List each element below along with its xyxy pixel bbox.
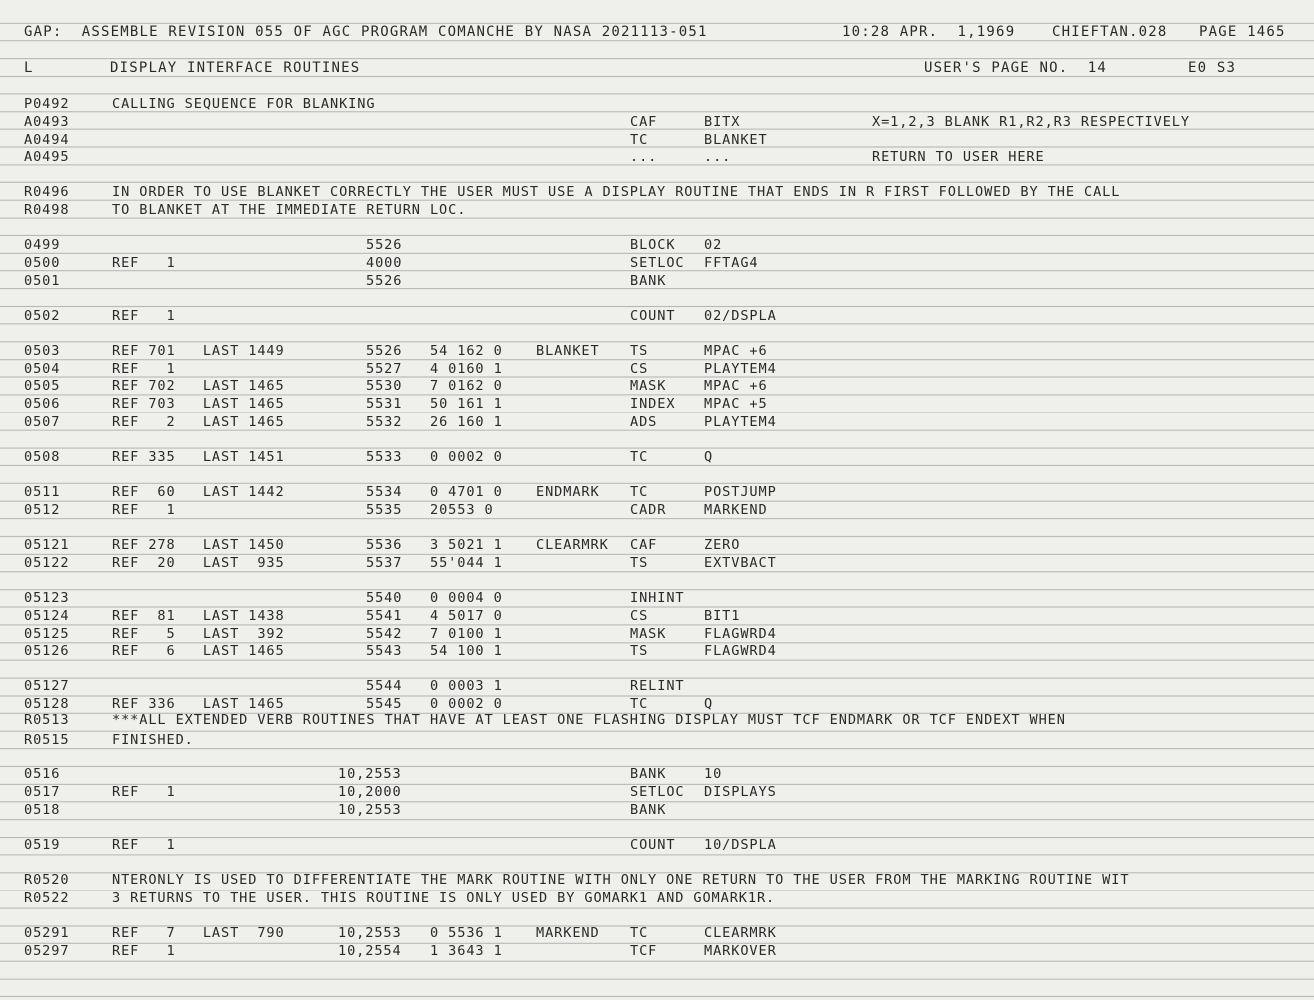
listing-line <box>0 643 1314 660</box>
line-opcode: COUNT <box>630 308 676 324</box>
line-seq: 0502 <box>24 308 61 324</box>
line-seq: 05128 <box>24 696 70 712</box>
line-seq: 0503 <box>24 343 61 359</box>
line-ref: REF 1 <box>112 308 176 324</box>
line-location: 10,2553 <box>338 802 402 818</box>
line-octal-code: 20553 0 <box>430 502 494 518</box>
listing-line <box>0 202 1314 219</box>
line-opcode: BANK <box>630 273 667 289</box>
line-ref: REF 81 LAST 1438 <box>112 608 285 624</box>
line-label: MARKEND <box>536 925 600 941</box>
line-remark: IN ORDER TO USE BLANKET CORRECTLY THE USER MUST USE A DISPLAY ROUTINE THAT ENDS IN R FIRST FOLLOWED BY THE CALL <box>112 184 1121 200</box>
line-operand: 10 <box>704 766 723 782</box>
line-ref: REF 336 LAST 1465 <box>112 696 285 712</box>
listing-line <box>0 255 1314 272</box>
line-ref: REF 7 LAST 790 <box>112 925 285 941</box>
line-seq: 05297 <box>24 943 70 959</box>
line-seq: R0496 <box>24 184 70 200</box>
line-opcode: SETLOC <box>630 255 685 271</box>
listing-line <box>0 132 1314 149</box>
page-header <box>0 24 1314 41</box>
line-operand: MARKOVER <box>704 943 777 959</box>
line-octal-code: 0 0002 0 <box>430 696 503 712</box>
line-ref: REF 278 LAST 1450 <box>112 537 285 553</box>
listing-line <box>0 114 1314 131</box>
line-location: 5537 <box>366 555 403 571</box>
listing-line <box>0 696 1314 713</box>
line-ref: REF 1 <box>112 784 176 800</box>
line-location: 5532 <box>366 414 403 430</box>
line-opcode: RELINT <box>630 678 685 694</box>
line-seq: 05125 <box>24 626 70 642</box>
listing-line <box>0 343 1314 360</box>
line-seq: 0501 <box>24 273 61 289</box>
line-location: 5526 <box>366 237 403 253</box>
line-operand: MPAC +5 <box>704 396 768 412</box>
section-code: E0 S3 <box>1188 60 1237 76</box>
line-seq: 05122 <box>24 555 70 571</box>
line-seq: 0518 <box>24 802 61 818</box>
line-location: 5534 <box>366 484 403 500</box>
line-remark: NTERONLY IS USED TO DIFFERENTIATE THE MARK ROUTINE WITH ONLY ONE RETURN TO THE USER FROM THE MARKING ROUTINE WIT <box>112 872 1130 888</box>
line-operand: 02/DSPLA <box>704 308 777 324</box>
line-seq: 05291 <box>24 925 70 941</box>
line-ref: REF 1 <box>112 837 176 853</box>
line-opcode: CAF <box>630 114 658 130</box>
section-header <box>0 60 1314 77</box>
listing-line <box>0 96 1314 113</box>
line-remark: ***ALL EXTENDED VERB ROUTINES THAT HAVE AT LEAST ONE FLASHING DISPLAY MUST TCF ENDMARK OR TCF ENDEXT WHEN <box>112 712 1066 728</box>
listing-line <box>0 361 1314 378</box>
listing-line <box>0 237 1314 254</box>
line-operand: BITX <box>704 114 741 130</box>
line-ref: REF 1 <box>112 502 176 518</box>
listing-line <box>0 766 1314 783</box>
line-opcode: TS <box>630 343 649 359</box>
listing-line <box>0 626 1314 643</box>
header-file: CHIEFTAN.028 <box>1052 24 1168 40</box>
line-opcode: CADR <box>630 502 667 518</box>
line-octal-code: 4 0160 1 <box>430 361 503 377</box>
line-octal-code: 0 5536 1 <box>430 925 503 941</box>
line-seq: R0515 <box>24 732 70 748</box>
line-ref: REF 701 LAST 1449 <box>112 343 285 359</box>
listing-line <box>0 943 1314 960</box>
line-location: 5526 <box>366 343 403 359</box>
line-ref: REF 6 LAST 1465 <box>112 643 285 659</box>
line-seq: 05126 <box>24 643 70 659</box>
header-time-date: 10:28 APR. 1,1969 <box>842 24 1016 40</box>
line-location: 10,2553 <box>338 925 402 941</box>
line-operand: ZERO <box>704 537 741 553</box>
line-ref: REF 335 LAST 1451 <box>112 449 285 465</box>
line-opcode: CS <box>630 608 649 624</box>
line-operand: FLAGWRD4 <box>704 643 777 659</box>
line-ref: REF 702 LAST 1465 <box>112 378 285 394</box>
listing-line <box>0 308 1314 325</box>
listing-line <box>0 184 1314 201</box>
line-opcode: TC <box>630 449 649 465</box>
line-octal-code: 7 0162 0 <box>430 378 503 394</box>
line-octal-code: 54 100 1 <box>430 643 503 659</box>
listing-line <box>0 890 1314 907</box>
line-operand: EXTVBACT <box>704 555 777 571</box>
listing-line <box>0 273 1314 290</box>
line-operand: FFTAG4 <box>704 255 759 271</box>
listing-line <box>0 555 1314 572</box>
line-location: 10,2554 <box>338 943 402 959</box>
line-operand: FLAGWRD4 <box>704 626 777 642</box>
line-seq: 0512 <box>24 502 61 518</box>
listing-line <box>0 608 1314 625</box>
line-seq: 0508 <box>24 449 61 465</box>
listing-line <box>0 590 1314 607</box>
line-opcode: SETLOC <box>630 784 685 800</box>
header-assembly-info: GAP: ASSEMBLE REVISION 055 OF AGC PROGRAM COMANCHE BY NASA 2021113-051 <box>24 24 708 40</box>
line-operand: Q <box>704 449 714 465</box>
line-octal-code: 0 4701 0 <box>430 484 503 500</box>
line-operand: 02 <box>704 237 723 253</box>
line-opcode: TS <box>630 555 649 571</box>
line-opcode: ADS <box>630 414 658 430</box>
line-operand: ... <box>704 149 732 165</box>
line-comment: RETURN TO USER HERE <box>872 149 1045 165</box>
line-octal-code: 0 0004 0 <box>430 590 503 606</box>
line-opcode: MASK <box>630 378 667 394</box>
line-opcode: ... <box>630 149 658 165</box>
line-ref: REF 1 <box>112 255 176 271</box>
section-mark: L <box>24 60 34 76</box>
line-seq: 0500 <box>24 255 61 271</box>
line-opcode: BLOCK <box>630 237 676 253</box>
line-ref: REF 20 LAST 935 <box>112 555 285 571</box>
line-ref: REF 60 LAST 1442 <box>112 484 285 500</box>
line-location: 10,2000 <box>338 784 402 800</box>
line-opcode: CS <box>630 361 649 377</box>
line-opcode: INHINT <box>630 590 685 606</box>
line-seq: R0522 <box>24 890 70 906</box>
line-octal-code: 3 5021 1 <box>430 537 503 553</box>
line-ref: REF 1 <box>112 361 176 377</box>
listing-line <box>0 925 1314 942</box>
line-label: BLANKET <box>536 343 600 359</box>
line-operand: PLAYTEM4 <box>704 414 777 430</box>
line-seq: R0498 <box>24 202 70 218</box>
line-seq: 0505 <box>24 378 61 394</box>
line-opcode: MASK <box>630 626 667 642</box>
line-seq: 0506 <box>24 396 61 412</box>
line-seq: 0499 <box>24 237 61 253</box>
line-location: 5541 <box>366 608 403 624</box>
line-seq: A0494 <box>24 132 70 148</box>
line-location: 5545 <box>366 696 403 712</box>
line-seq: 05121 <box>24 537 70 553</box>
line-seq: P0492 <box>24 96 70 112</box>
line-seq: A0493 <box>24 114 70 130</box>
listing-line <box>0 537 1314 554</box>
line-location: 10,2553 <box>338 766 402 782</box>
line-opcode: TCF <box>630 943 658 959</box>
line-location: 5527 <box>366 361 403 377</box>
line-ref: REF 703 LAST 1465 <box>112 396 285 412</box>
line-opcode: BANK <box>630 802 667 818</box>
listing-line <box>0 784 1314 801</box>
line-location: 5544 <box>366 678 403 694</box>
line-label: ENDMARK <box>536 484 600 500</box>
line-operand: PLAYTEM4 <box>704 361 777 377</box>
line-seq: A0495 <box>24 149 70 165</box>
line-seq: R0513 <box>24 712 70 728</box>
line-location: 5536 <box>366 537 403 553</box>
listing-line <box>0 396 1314 413</box>
listing-line <box>0 449 1314 466</box>
line-opcode: TC <box>630 925 649 941</box>
line-octal-code: 54 162 0 <box>430 343 503 359</box>
listing-line <box>0 484 1314 501</box>
listing-line <box>0 678 1314 695</box>
line-operand: 10/DSPLA <box>704 837 777 853</box>
line-label: CLEARMRK <box>536 537 609 553</box>
line-seq: 0519 <box>24 837 61 853</box>
line-location: 5530 <box>366 378 403 394</box>
listing-line <box>0 149 1314 166</box>
line-location: 4000 <box>366 255 403 271</box>
line-location: 5542 <box>366 626 403 642</box>
line-octal-code: 26 160 1 <box>430 414 503 430</box>
line-remark: TO BLANKET AT THE IMMEDIATE RETURN LOC. <box>112 202 467 218</box>
line-operand: BLANKET <box>704 132 768 148</box>
line-octal-code: 7 0100 1 <box>430 626 503 642</box>
line-octal-code: 0 0002 0 <box>430 449 503 465</box>
line-location: 5531 <box>366 396 403 412</box>
line-octal-code: 0 0003 1 <box>430 678 503 694</box>
listing-line <box>0 378 1314 395</box>
line-opcode: TC <box>630 484 649 500</box>
line-opcode: TS <box>630 643 649 659</box>
line-seq: 0516 <box>24 766 61 782</box>
line-octal-code: 55'044 1 <box>430 555 503 571</box>
line-seq: R0520 <box>24 872 70 888</box>
listing-line <box>0 732 1314 749</box>
line-opcode: INDEX <box>630 396 676 412</box>
user-page-number: USER'S PAGE NO. 14 <box>924 60 1107 76</box>
line-location: 5540 <box>366 590 403 606</box>
line-octal-code: 1 3643 1 <box>430 943 503 959</box>
listing-line <box>0 712 1314 729</box>
listing-line <box>0 872 1314 889</box>
line-opcode: TC <box>630 696 649 712</box>
line-ref: REF 1 <box>112 943 176 959</box>
line-operand: BIT1 <box>704 608 741 624</box>
line-opcode: TC <box>630 132 649 148</box>
line-seq: 05124 <box>24 608 70 624</box>
line-remark: 3 RETURNS TO THE USER. THIS ROUTINE IS ONLY USED BY GOMARK1 AND GOMARK1R. <box>112 890 776 906</box>
line-operand: Q <box>704 696 714 712</box>
line-location: 5526 <box>366 273 403 289</box>
line-seq: 0507 <box>24 414 61 430</box>
line-seq: 0504 <box>24 361 61 377</box>
line-seq: 05127 <box>24 678 70 694</box>
line-octal-code: 50 161 1 <box>430 396 503 412</box>
line-operand: DISPLAYS <box>704 784 777 800</box>
listing-line <box>0 414 1314 431</box>
line-ref: REF 5 LAST 392 <box>112 626 285 642</box>
line-remark: CALLING SEQUENCE FOR BLANKING <box>112 96 376 112</box>
line-seq: 0517 <box>24 784 61 800</box>
listing-line <box>0 802 1314 819</box>
line-remark: FINISHED. <box>112 732 194 748</box>
line-comment: X=1,2,3 BLANK R1,R2,R3 RESPECTIVELY <box>872 114 1190 130</box>
line-location: 5533 <box>366 449 403 465</box>
line-location: 5543 <box>366 643 403 659</box>
line-octal-code: 4 5017 0 <box>430 608 503 624</box>
line-ref: REF 2 LAST 1465 <box>112 414 285 430</box>
listing-line <box>0 502 1314 519</box>
line-seq: 05123 <box>24 590 70 606</box>
line-operand: CLEARMRK <box>704 925 777 941</box>
line-operand: MPAC +6 <box>704 343 768 359</box>
line-operand: MPAC +6 <box>704 378 768 394</box>
line-location: 5535 <box>366 502 403 518</box>
line-operand: POSTJUMP <box>704 484 777 500</box>
line-seq: 0511 <box>24 484 61 500</box>
listing-line <box>0 837 1314 854</box>
line-opcode: CAF <box>630 537 658 553</box>
header-page-number: PAGE 1465 <box>1199 24 1286 40</box>
line-opcode: BANK <box>630 766 667 782</box>
line-opcode: COUNT <box>630 837 676 853</box>
line-operand: MARKEND <box>704 502 768 518</box>
section-title: DISPLAY INTERFACE ROUTINES <box>110 60 361 76</box>
